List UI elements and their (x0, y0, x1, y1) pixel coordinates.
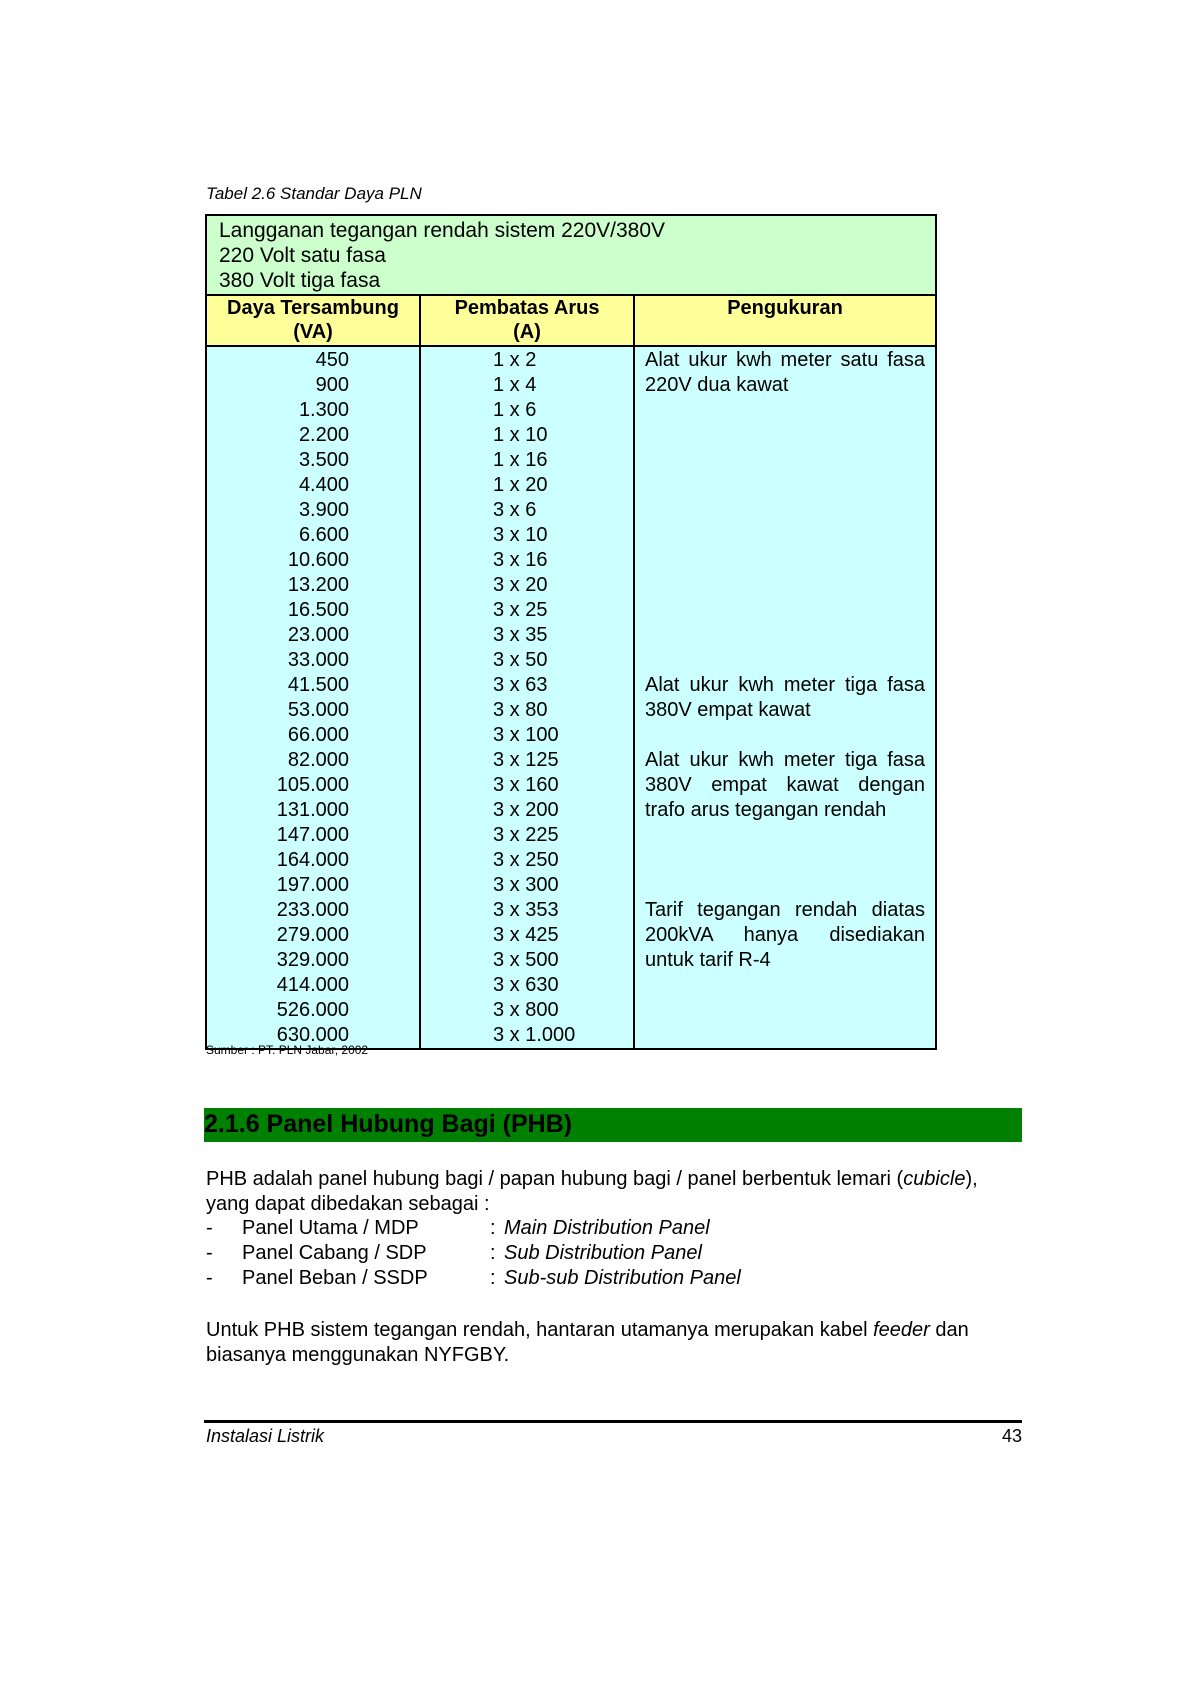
column-header-pembatas: Pembatas Arus (A) (420, 295, 634, 346)
daya-value: 66.000 (287, 724, 349, 746)
column-header-daya: Daya Tersambung (VA) (206, 295, 420, 346)
header-line: 380 Volt tiga fasa (219, 269, 381, 292)
pembatas-value: 3 x 160 (493, 774, 559, 796)
daya-value: 131.000 (276, 799, 349, 821)
daya-value: 13.200 (287, 574, 349, 596)
daya-value: 233.000 (276, 899, 349, 921)
daya-value: 4.400 (298, 474, 349, 496)
pembatas-value: 3 x 425 (493, 924, 559, 946)
pengukuran-note: Alat ukur kwh meter tiga fasa 380V empat kawat dengan trafo arus tegangan rendah (645, 749, 925, 821)
daya-value: 526.000 (276, 999, 349, 1021)
pembatas-value: 3 x 500 (493, 949, 559, 971)
pembatas-value: 3 x 16 (493, 549, 548, 571)
pembatas-value: 3 x 353 (493, 899, 559, 921)
pembatas-value: 3 x 63 (493, 674, 548, 696)
pengukuran-note: Tarif tegangan rendah diatas 200kVA hanya disediakan untuk tarif R-4 (645, 899, 925, 971)
pembatas-value: 3 x 300 (493, 874, 559, 896)
daya-value: 279.000 (276, 924, 349, 946)
daya-value: 10.600 (287, 549, 349, 571)
pembatas-value: 1 x 2 (493, 349, 537, 371)
pembatas-value: 3 x 6 (493, 499, 537, 521)
daya-value: 16.500 (287, 599, 349, 621)
pembatas-value: 1 x 4 (493, 374, 537, 396)
pembatas-value: 3 x 250 (493, 849, 559, 871)
standard-power-table (205, 214, 937, 1050)
daya-value: 33.000 (287, 649, 349, 671)
daya-value: 329.000 (276, 949, 349, 971)
daya-column (206, 346, 420, 1049)
column-header-pengukuran: Pengukuran (634, 295, 936, 346)
daya-value: 6.600 (298, 524, 349, 546)
paragraph-intro: PHB adalah panel hubung bagi / papan hubung bagi / panel berbentuk lemari (cubicle), yang dapat dibedakan sebagai : (206, 1168, 978, 1215)
pembatas-value: 3 x 200 (493, 799, 559, 821)
pembatas-value: 3 x 10 (493, 524, 548, 546)
footer-book-title: Instalasi Listrik (206, 1426, 325, 1446)
daya-value: 82.000 (287, 749, 349, 771)
section-title: 2.1.6 Panel Hubung Bagi (PHB) (204, 1110, 573, 1138)
daya-value: 3.900 (298, 499, 349, 521)
daya-value: 147.000 (276, 824, 349, 846)
daya-value: 900 (315, 374, 349, 396)
pembatas-value: 3 x 35 (493, 624, 548, 646)
daya-value: 53.000 (287, 699, 349, 721)
pembatas-value: 3 x 20 (493, 574, 548, 596)
daya-value: 41.500 (287, 674, 349, 696)
section-header-bar (204, 1108, 1022, 1142)
pembatas-value: 3 x 225 (493, 824, 559, 846)
pembatas-value: 3 x 80 (493, 699, 548, 721)
footer-rule (204, 1420, 1022, 1423)
pengukuran-column (634, 346, 936, 1049)
pembatas-value: 3 x 630 (493, 974, 559, 996)
pengukuran-note: Alat ukur kwh meter tiga fasa 380V empat kawat (645, 674, 925, 721)
header-line: Langganan tegangan rendah sistem 220V/380V (219, 219, 666, 242)
page-number: 43 (1001, 1426, 1022, 1446)
table-caption: Tabel 2.6 Standar Daya PLN (206, 184, 422, 203)
pembatas-value: 1 x 16 (493, 449, 548, 471)
pembatas-value: 3 x 50 (493, 649, 548, 671)
daya-value: 450 (315, 349, 349, 371)
daya-value: 414.000 (276, 974, 349, 996)
pembatas-column (420, 346, 634, 1049)
pembatas-value: 3 x 125 (493, 749, 559, 771)
table-source: Sumber : PT. PLN Jabar, 2002 (206, 1043, 369, 1057)
pengukuran-note: Alat ukur kwh meter satu fasa 220V dua kawat (645, 349, 925, 396)
pembatas-value: 1 x 6 (493, 399, 537, 421)
daya-value: 2.200 (298, 424, 349, 446)
header-line: 220 Volt satu fasa (219, 244, 386, 267)
daya-value: 164.000 (276, 849, 349, 871)
pembatas-value: 3 x 1.000 (493, 1024, 576, 1046)
daya-value: 105.000 (276, 774, 349, 796)
pembatas-value: 1 x 10 (493, 424, 548, 446)
pembatas-value: 3 x 100 (493, 724, 559, 746)
pembatas-value: 3 x 25 (493, 599, 548, 621)
daya-value: 630.000 (276, 1024, 349, 1046)
daya-value: 23.000 (287, 624, 349, 646)
pembatas-value: 1 x 20 (493, 474, 548, 496)
pembatas-value: 3 x 800 (493, 999, 559, 1021)
daya-value: 197.000 (276, 874, 349, 896)
table-top-header (206, 215, 936, 295)
daya-value: 3.500 (298, 449, 349, 471)
paragraph-feeder: Untuk PHB sistem tegangan rendah, hantaran utamanya merupakan kabel feeder dan biasanya menggunakan NYFGBY. (206, 1319, 969, 1366)
daya-value: 1.300 (298, 399, 349, 421)
